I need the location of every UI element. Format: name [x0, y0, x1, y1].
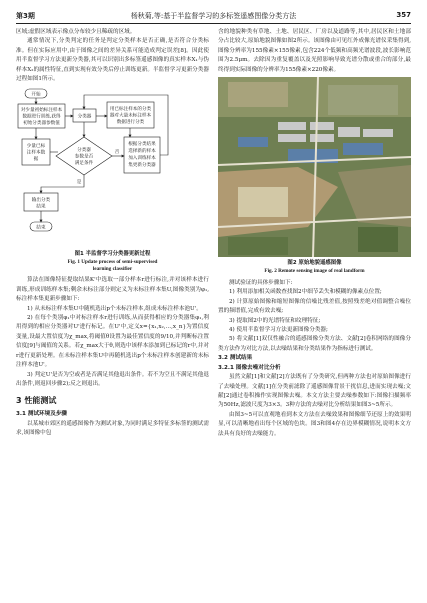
figure-1-caption-en: learning classifier	[92, 266, 133, 273]
list-item: 5) 将文献[1]双仅性融合的遥感图像分类方法、文献[2]卷积网络的图像分类方法作为对比方法,以去噪结果和分类结果作为指标进行测试。	[218, 336, 411, 352]
flow-label: 选择新的样本	[128, 149, 156, 155]
flow-label: 数据进行分类	[116, 120, 145, 126]
paragraph: 虽然文献[1]和文献[2]方法既有了分类研究,但两种方法也对原始图像进行了去噪处理。文献[1]在分类前滤除了遥感图像背景干扰信息,进而实现去噪;文献[2]通过卷积操作实现图像去噪。本文方法主要去噪参数如下:图像扫描频率为50Hz,滤波尺度为3×3。3种方法的去噪对比分析结果如图3~5所示。	[218, 374, 411, 409]
right-column	[218, 28, 411, 439]
paragraph: 通常情况下,分类判定的任务是判定分类样本是否正确,是否符合分类标准。但在实际应用中,由于图像之间的差异关系可能造成判定误差[8]。因此使用半监督学习方法更新分类器,其可以识别出多标签遥感图像的真实样本X₁与伪样本X₂的属性特征,直到实现有效分类后停止训练更新。半监督学习更新分类器过程如图1所示。	[16, 38, 209, 83]
left-column	[16, 28, 209, 439]
list-item: 1) 利用添加相关函数查找图2中细节丢失和模糊的像素点位置;	[229, 289, 382, 296]
page-number: 357	[396, 11, 411, 19]
paragraph: 3) 判定U'是否为空或者是否满足其他退出条件。若不为空且不满足其他退出条件,则返回步骤2);反之则退出。	[16, 371, 209, 387]
flow-label: 加入训练样本	[128, 156, 156, 162]
flow-label: 根据分类结果	[128, 142, 156, 148]
flow-label: 满足条件	[74, 161, 94, 167]
page-header	[16, 9, 411, 23]
flow-label: 注样本数	[26, 150, 46, 156]
flow-label: 用已标注样本的分类	[109, 107, 152, 113]
list-item: 4) 使用半监督学习方法更新图像分类器;	[229, 327, 328, 334]
flow-label: 输出分类	[31, 198, 51, 204]
flow-label: 据	[33, 157, 39, 163]
paragraph: 算法在图像特征提取结果K'中选取一部分样本r进行标注,并对该样本进行训练,形成训练样本集;剩余未标注部分则定义为未标注样本集U,图像类别为φ₁,标注样本集更新步骤如下:	[16, 277, 209, 303]
flow-label: 开始	[31, 92, 41, 98]
figure-1-caption-en: Fig. 1 Update process of semi-supervised	[67, 259, 158, 266]
subsubsection-heading: 3.2.1 图像去噪对比分析	[218, 364, 281, 371]
figure-2-caption-cn: 图2 原始地貌遥感图像	[287, 260, 342, 267]
subsection-heading: 3.1 测试环境及步骤	[16, 411, 68, 418]
flow-label: 器对大量未标注样本	[109, 113, 152, 119]
running-title: 杨秋菊,等:基于半监督学习的多标签遥感图像分类方法	[130, 12, 297, 20]
section-heading: 3 性能测试	[16, 396, 57, 406]
figure-2-caption-en: Fig. 2 Remote sensing image of real landform	[264, 268, 365, 275]
flow-label: 参数是否	[74, 154, 94, 160]
flow-label: 对少量初始标注样本	[20, 108, 63, 114]
flow-label: 否	[114, 150, 120, 156]
flow-label: 结果	[36, 204, 46, 210]
flow-label: 分类器	[77, 148, 91, 154]
paragraph: 测试验证的具体步骤如下:	[229, 280, 293, 287]
flow-label: 集更新分类器	[128, 163, 156, 169]
figure-1-caption-cn: 图1 半监督学习分类器更新过程	[74, 251, 151, 258]
flow-label: 结束	[36, 225, 46, 231]
list-item: 3) 提取图2中的光谱特征和纹理特征;	[229, 317, 321, 324]
paragraph: 以某城市郊区的遥感图像作为测试对象,为同时满足多特征多标签的测试需求,该图像中包	[16, 420, 209, 437]
paragraph: 含的地貌种类有草地、土地、居民区、厂房以及道路等,其中,居民区和土地部分占比较大,原始地貌图像如图2所示。该图像由可见红外成像光谱仪采集得到,图像分辨率为155像素×155像素,包含224个低频和高频光谱波段,波长影响范围为2.5μm。去除因为重复覆盖以及光照影响导致光谱分散或重合的部分,最终得到实际图像的分辨率为155像素×220像素。	[218, 29, 411, 73]
subsection-heading: 3.2 测试结果	[218, 355, 253, 362]
flow-label: 数据进行训练,获得	[22, 114, 61, 120]
list-item: 2) 计算原始图像和缩短图像的信噪比残差值,按照残差绝对值调整合噪位置的频谱值,完成有效去噪;	[218, 298, 411, 315]
paragraph: 2) 在每个类别φ₁中对标注样本r进行训练,从而获得相应的分类器集φ₁,利用得到的相应分类器对U'进行标记。在U'中,定义x={x₁,x₂,…,x_n}为置信度变量,设最大置信度为χ_max,将阈值θ设置为最佳置信度的9/10,并判断标注置信度[9]与阈值的关系。若χ_max大于θ,则选中该样本添加到已标记的r中,并对r进行更新处理。在未标注样本集U中再随机选出p个未标注样本创建新的未标注样本池U'。	[16, 315, 209, 369]
paragraph: 由图3~5可以直观地看到本文方法在去噪效果和图像细节还原上的效果明显,可以清晰地看出每个区域的色块。图3和图4存在边界模糊情况,说明本文方法具有良好的去噪能力。	[218, 411, 411, 437]
figure-2-remote-sensing-image	[218, 77, 411, 257]
flow-label: 是	[76, 180, 82, 186]
paragraph: 区域;虚假区域表示像点分布较少且稀疏的区域。	[16, 29, 136, 35]
header-rule	[16, 23, 411, 24]
paragraph: 1) 从未标注样本集U中随机选出p个未标注样本,组成未标注样本池U'。	[27, 305, 202, 312]
flow-label: 初始分类器参数值	[23, 121, 60, 127]
issue-label: 第3期	[16, 12, 35, 20]
figure-1-flowchart	[16, 87, 209, 250]
flow-label: 分类器	[77, 114, 92, 120]
flow-label: 少量已标	[26, 144, 46, 150]
